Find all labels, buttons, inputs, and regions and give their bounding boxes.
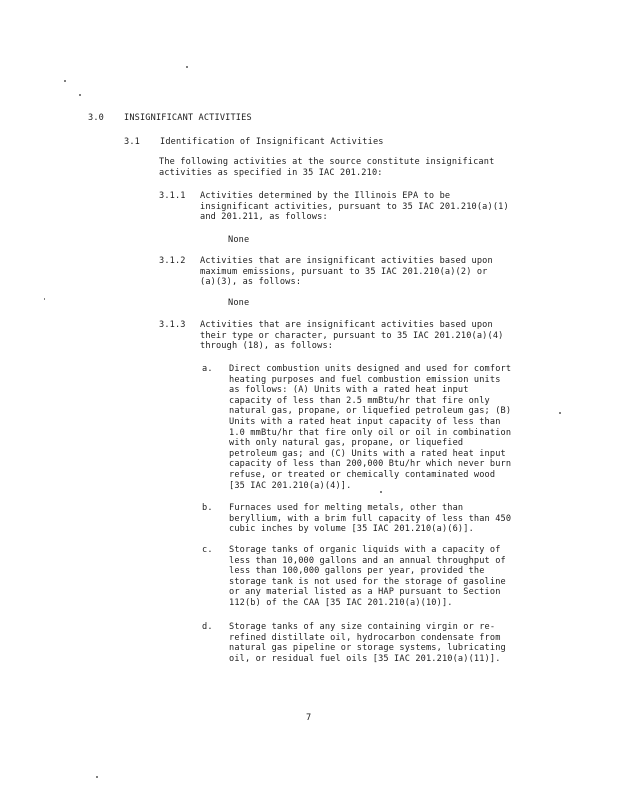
subitem-letter: c. [202, 545, 213, 555]
item-text: Activities that are insignificant activities based upon their type or character, pursuant to 35 IAC 201.210(a)(4) through (18), as follows: [200, 320, 504, 352]
intro-paragraph: The following activities at the source constitute insignificant activities as specified in 35 IAC 201.210: [159, 157, 495, 178]
page-number: 7 [306, 713, 312, 723]
section-title: INSIGNIFICANT ACTIVITIES [124, 113, 252, 123]
item-number: 3.1.1 [159, 191, 186, 201]
subitem-text: Furnaces used for melting metals, other than beryllium, with a brim full capacity of less than 450 cubic inches by volume [35 IAC 201.210(a)(6)]. [229, 503, 512, 535]
section-number: 3.0 [88, 113, 104, 123]
subsection-title: Identification of Insignificant Activities [160, 137, 384, 147]
scan-speck [559, 412, 561, 414]
scan-speck [186, 66, 188, 68]
item-value: None [228, 298, 250, 308]
subitem-letter: b. [202, 503, 213, 513]
subitem-text: Storage tanks of any size containing virgin or re- refined distillate oil, hydrocarbon condensate from natural gas pipeline or storage systems, lubricating oil, or residual fuel oils [35 IAC 201.210(a)(11)]. [229, 622, 506, 664]
subsection-number: 3.1 [124, 137, 140, 147]
scan-speck [380, 491, 382, 493]
item-number: 3.1.2 [159, 256, 186, 266]
item-value: None [228, 235, 250, 245]
subitem-letter: d. [202, 622, 213, 632]
subitem-text: Storage tanks of organic liquids with a capacity of less than 10,000 gallons and an annual throughput of less than 100,000 gallons per year, provided the storage tank is not used for the storage of gasoline or any material listed as a HAP pursuant to Section 112(b) of the CAA [35 IAC 201.210(a)(10)]. [229, 545, 506, 608]
scan-speck [44, 298, 45, 300]
scan-speck [79, 94, 81, 96]
scan-speck [96, 776, 98, 778]
item-text: Activities determined by the Illinois EPA to be insignificant activities, pursuant to 35 IAC 201.210(a)(1) and 201.211, as follows: [200, 191, 509, 223]
item-number: 3.1.3 [159, 320, 186, 330]
subitem-text: Direct combustion units designed and used for comfort heating purposes and fuel combustion emission units as follows: (A) Units with a rated heat input capacity of less than 2.5 mmBtu/hr that fire only natural gas, propane, or liquefied petroleum gas; (B) Units with a rated heat input capacity of less than 1.0 mmBtu/hr that fire only oil or oil in combination with only natural gas, propane, or liquefied petroleum gas; and (C) Units with a rated heat input capacity of less than 200,000 Btu/hr which never burn refuse, or treated or chemically contaminated wood [35 IAC 201.210(a)(4)]. [229, 364, 512, 491]
item-text: Activities that are insignificant activities based upon maximum emissions, pursuant to 35 IAC 201.210(a)(2) or (a)(3), as follows: [200, 256, 493, 288]
scan-speck [64, 80, 66, 82]
subitem-letter: a. [202, 364, 213, 374]
